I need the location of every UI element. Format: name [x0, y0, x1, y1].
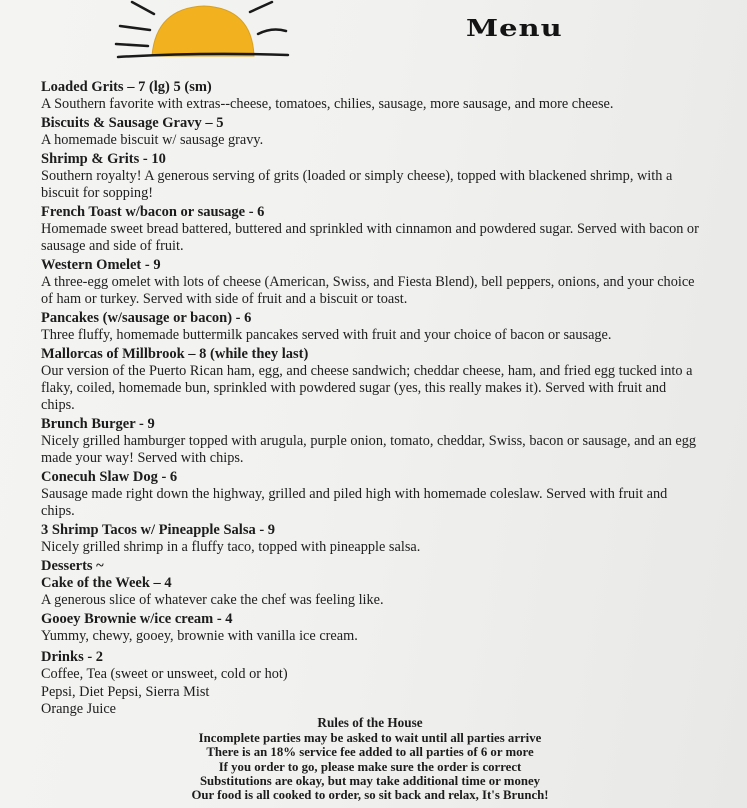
- desserts-heading: Desserts ~: [41, 558, 104, 574]
- menu-item-brunch-burger: [41, 416, 741, 467]
- rule-line: Substitutions are okay, but may take additional time or money: [199, 773, 541, 788]
- menu-item-french-toast: [41, 204, 741, 255]
- item-description: A Southern favorite with extras--cheese, tomatoes, chilies, sausage, more sausage, and more cheese.: [41, 96, 614, 112]
- item-description: Southern royalty! A generous serving of grits (loaded or simply cheese), topped with blackened shrimp, with a biscuit for sopping!: [41, 168, 673, 201]
- menu-item-slaw-dog: [41, 469, 741, 520]
- rule-line: There is an 18% service fee added to all parties of 6 or more: [206, 745, 534, 760]
- menu-item-western-omelet: [41, 257, 741, 308]
- drink-line: Orange Juice: [41, 701, 117, 717]
- rule-line: Incomplete parties may be asked to wait until all parties arrive: [198, 731, 542, 746]
- item-name: Mallorcas of Millbrook – 8 (while they last): [41, 346, 309, 362]
- item-name: 3 Shrimp Tacos w/ Pineapple Salsa - 9: [41, 522, 276, 538]
- item-name: Loaded Grits – 7 (lg) 5 (sm): [41, 79, 212, 95]
- item-description: Sausage made right down the highway, grilled and piled high with homemade coleslaw. Served with fruit and chips.: [41, 486, 668, 519]
- sun-logo-icon: [112, 0, 292, 62]
- item-description: Homemade sweet bread battered, buttered and sprinkled with cinnamon and powdered sugar. Served with bacon or sausage and side of fruit.: [41, 221, 699, 254]
- menu-item-mallorcas: [41, 346, 741, 414]
- item-name: Pancakes (w/sausage or bacon) - 6: [41, 310, 252, 326]
- item-description: A homemade biscuit w/ sausage gravy.: [41, 132, 264, 148]
- drinks-heading: Drinks - 2: [41, 649, 104, 665]
- item-description: A generous slice of whatever cake the chef was feeling like.: [41, 592, 384, 608]
- item-description: Yummy, chewy, gooey, brownie with vanilla ice cream.: [41, 628, 358, 644]
- item-name: Shrimp & Grits - 10: [41, 151, 166, 167]
- item-description: Nicely grilled shrimp in a fluffy taco, topped with pineapple salsa.: [41, 539, 421, 555]
- item-name: Gooey Brownie w/ice cream - 4: [41, 611, 233, 627]
- rule-line: If you order to go, please make sure the order is correct: [218, 759, 522, 774]
- menu-item-shrimp-tacos: [41, 522, 741, 556]
- menu-item-cake-of-week: [41, 575, 741, 609]
- menu-item-biscuits-gravy: [41, 115, 741, 149]
- rule-line: Our food is all cooked to order, so sit back and relax, It's Brunch!: [191, 788, 549, 803]
- drink-line: Coffee, Tea (sweet or unsweet, cold or hot): [41, 666, 288, 682]
- item-name: Western Omelet - 9: [41, 257, 161, 273]
- item-description: Three fluffy, homemade buttermilk pancakes served with fruit and your choice of bacon or sausage.: [41, 327, 612, 343]
- menu-item-shrimp-grits: [41, 151, 741, 202]
- item-description: Our version of the Puerto Rican ham, egg, and cheese sandwich; cheddar cheese, ham, and fried egg tucked into a flaky, coiled, homemade bun, sprinkled with powdered sugar (yes, this really makes it). Served with fruit and chips.: [41, 363, 693, 413]
- menu-item-loaded-grits: [41, 79, 741, 113]
- house-rules: [130, 716, 610, 802]
- menu-items-list: [41, 79, 741, 719]
- drink-line: Pepsi, Diet Pepsi, Sierra Mist: [41, 683, 210, 700]
- item-name: Conecuh Slaw Dog - 6: [41, 469, 178, 485]
- item-name: Biscuits & Sausage Gravy – 5: [41, 115, 224, 131]
- item-name: French Toast w/bacon or sausage - 6: [41, 204, 265, 220]
- item-name: Cake of the Week – 4: [41, 575, 172, 591]
- item-name: Brunch Burger - 9: [41, 416, 155, 432]
- menu-title: Menu: [466, 14, 563, 42]
- item-description: A three-egg omelet with lots of cheese (American, Swiss, and Fiesta Blend), bell peppers, onions, and your choice of ham or turkey. Served with side of fruit and a biscuit or toast.: [41, 274, 695, 307]
- menu-item-gooey-brownie: [41, 611, 741, 645]
- rules-title: Rules of the House: [317, 715, 423, 730]
- menu-item-pancakes: [41, 310, 741, 344]
- item-description: Nicely grilled hamburger topped with arugula, purple onion, tomato, cheddar, Swiss, bacon or sausage, and an egg made your way! Served with chips.: [41, 433, 697, 466]
